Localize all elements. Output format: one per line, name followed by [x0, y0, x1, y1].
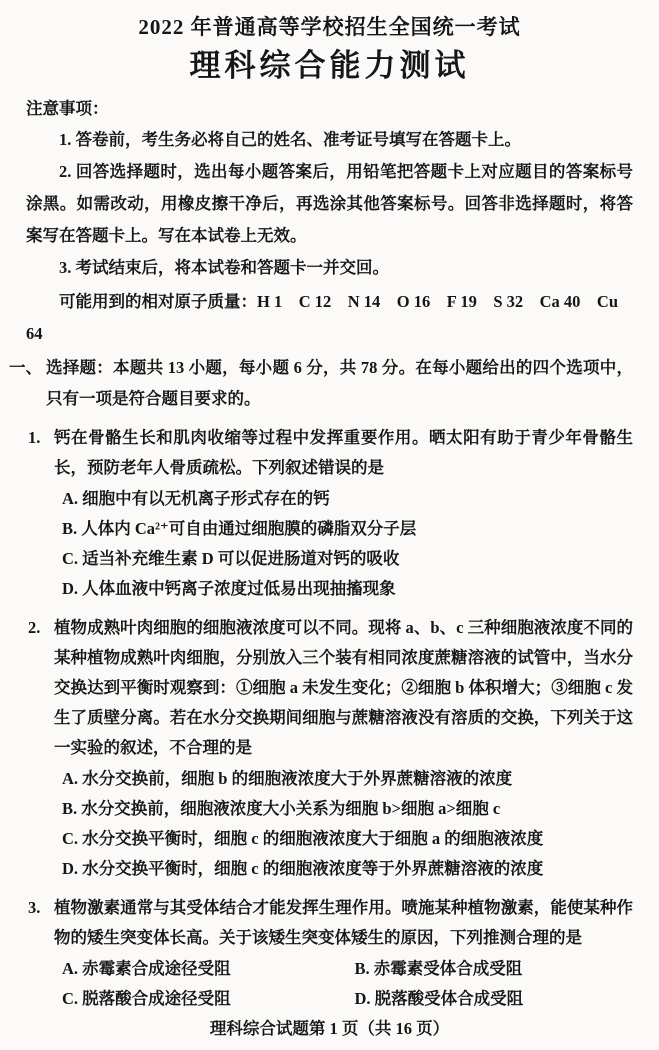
question-2-option-c: C. 水分交换平衡时，细胞 c 的细胞液浓度大于细胞 a 的细胞液浓度 [62, 829, 544, 848]
exam-title-line1: 2022 年普通高等学校招生全国统一考试 [138, 15, 521, 39]
question-1-number: 1. [28, 428, 41, 447]
notice-item-1: 1. 答卷前，考生务必将自己的姓名、准考证号填写在答题卡上。 [59, 130, 521, 149]
question-1-option-a: A. 细胞中有以无机离子形式存在的钙 [62, 489, 330, 508]
atomic-mass-line: 可能用到的相对原子质量：H 1 C 12 N 14 O 16 F 19 S 32 Ca 40 Cu 64 [26, 292, 623, 343]
question-3-option-b: B. 赤霉素受体合成受阻 [354, 959, 523, 978]
notices-heading: 注意事项： [26, 99, 109, 118]
question-1-option-d: D. 人体血液中钙离子浓度过低易出现抽搐现象 [62, 579, 396, 598]
question-2-option-b: B. 水分交换前，细胞液浓度大小关系为细胞 b>细胞 a>细胞 c [62, 799, 501, 818]
notice-item-3: 3. 考试结束后，将本试卷和答题卡一并交回。 [59, 258, 389, 277]
question-2-number: 2. [28, 618, 41, 637]
question-1-option-c: C. 适当补充维生素 D 可以促进肠道对钙的吸收 [62, 549, 400, 568]
section-heading [9, 352, 633, 414]
section-number: 一、 [9, 358, 42, 377]
notice-item-2: 2. 回答选择题时，选出每小题答案后，用铅笔把答题卡上对应题目的答案标号涂黑。如需改动，用橡皮擦干净后，再选涂其他答案标号。回答非选择题时，将答案写在答题卡上。写在本试卷上无效。 [26, 162, 633, 245]
question-2 [26, 613, 633, 884]
question-2-stem: 植物成熟叶肉细胞的细胞液浓度可以不同。现将 a、b、c 三种细胞液浓度不同的某种植物成熟叶肉细胞，分别放入三个装有相同浓度蔗糖溶液的试管中，当水分交换达到平衡时观察到：①细胞 a 未发生变化；②细胞 b 体积增大；③细胞 c 发生了质壁分离。若在水分交换期间细胞与蔗糖溶液没有溶质的交换，下列关于这一实验的叙述，不合理的是 [54, 618, 633, 757]
question-3-option-c: C. 脱落酸合成途径受阻 [62, 989, 231, 1008]
section-text: 选择题：本题共 13 小题，每小题 6 分，共 78 分。在每小题给出的四个选项中，只有一项是符合题目要求的。 [46, 358, 633, 408]
question-3 [26, 893, 633, 1014]
question-1-option-b: B. 人体内 Ca²⁺可自由通过细胞膜的磷脂双分子层 [62, 519, 417, 538]
page-footer: 理科综合试题第 1 页（共 16 页） [209, 1019, 450, 1038]
question-2-option-a: A. 水分交换前，细胞 b 的细胞液浓度大于外界蔗糖溶液的浓度 [62, 769, 513, 788]
question-3-option-a: A. 赤霉素合成途径受阻 [62, 959, 231, 978]
question-3-stem: 植物激素通常与其受体结合才能发挥生理作用。喷施某种植物激素，能使某种作物的矮生突变体长高。关于该矮生突变体矮生的原因，下列推测合理的是 [54, 898, 633, 947]
question-1-stem: 钙在骨骼生长和肌肉收缩等过程中发挥重要作用。晒太阳有助于青少年骨骼生长，预防老年人骨质疏松。下列叙述错误的是 [54, 428, 633, 477]
question-2-option-d: D. 水分交换平衡时，细胞 c 的细胞液浓度等于外界蔗糖溶液的浓度 [62, 859, 544, 878]
question-3-number: 3. [28, 898, 41, 917]
exam-title-line2: 理科综合能力测试 [189, 48, 470, 83]
question-1 [26, 423, 633, 604]
question-3-option-d: D. 脱落酸受体合成受阻 [354, 989, 524, 1008]
